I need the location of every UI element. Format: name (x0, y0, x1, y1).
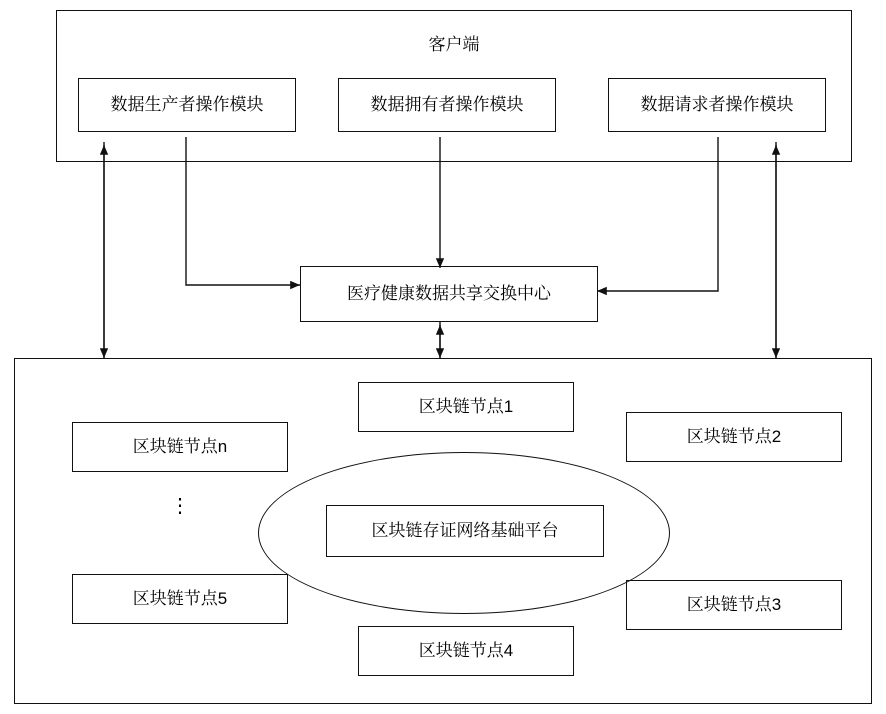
exchange-center[interactable] (300, 266, 598, 322)
node-4[interactable] (358, 626, 574, 676)
node-2[interactable] (626, 412, 842, 462)
module-data-producer-label: 数据生产者操作模块 (110, 94, 264, 114)
module-data-requester[interactable] (608, 78, 826, 132)
node-3-label: 区块链节点3 (686, 594, 782, 614)
node-4-label: 区块链节点4 (418, 640, 514, 660)
node-1-label: 区块链节点1 (418, 396, 514, 416)
module-data-requester-label: 数据请求者操作模块 (640, 94, 794, 114)
exchange-center-label: 医疗健康数据共享交换中心 (347, 283, 551, 303)
module-data-owner-label: 数据拥有者操作模块 (370, 94, 524, 114)
module-data-producer[interactable] (78, 78, 296, 132)
module-data-owner[interactable] (338, 78, 556, 132)
platform-core[interactable] (326, 505, 604, 557)
node-5[interactable] (72, 574, 288, 624)
node-5-label: 区块链节点5 (132, 588, 228, 608)
platform-core-label: 区块链存证网络基础平台 (371, 520, 559, 540)
vertical-ellipsis: ⋮ (170, 495, 190, 517)
client-title: 客户端 (428, 35, 480, 54)
node-3[interactable] (626, 580, 842, 630)
node-n-label: 区块链节点n (132, 436, 228, 456)
node-2-label: 区块链节点2 (686, 426, 782, 446)
node-n[interactable] (72, 422, 288, 472)
node-1[interactable] (358, 382, 574, 432)
